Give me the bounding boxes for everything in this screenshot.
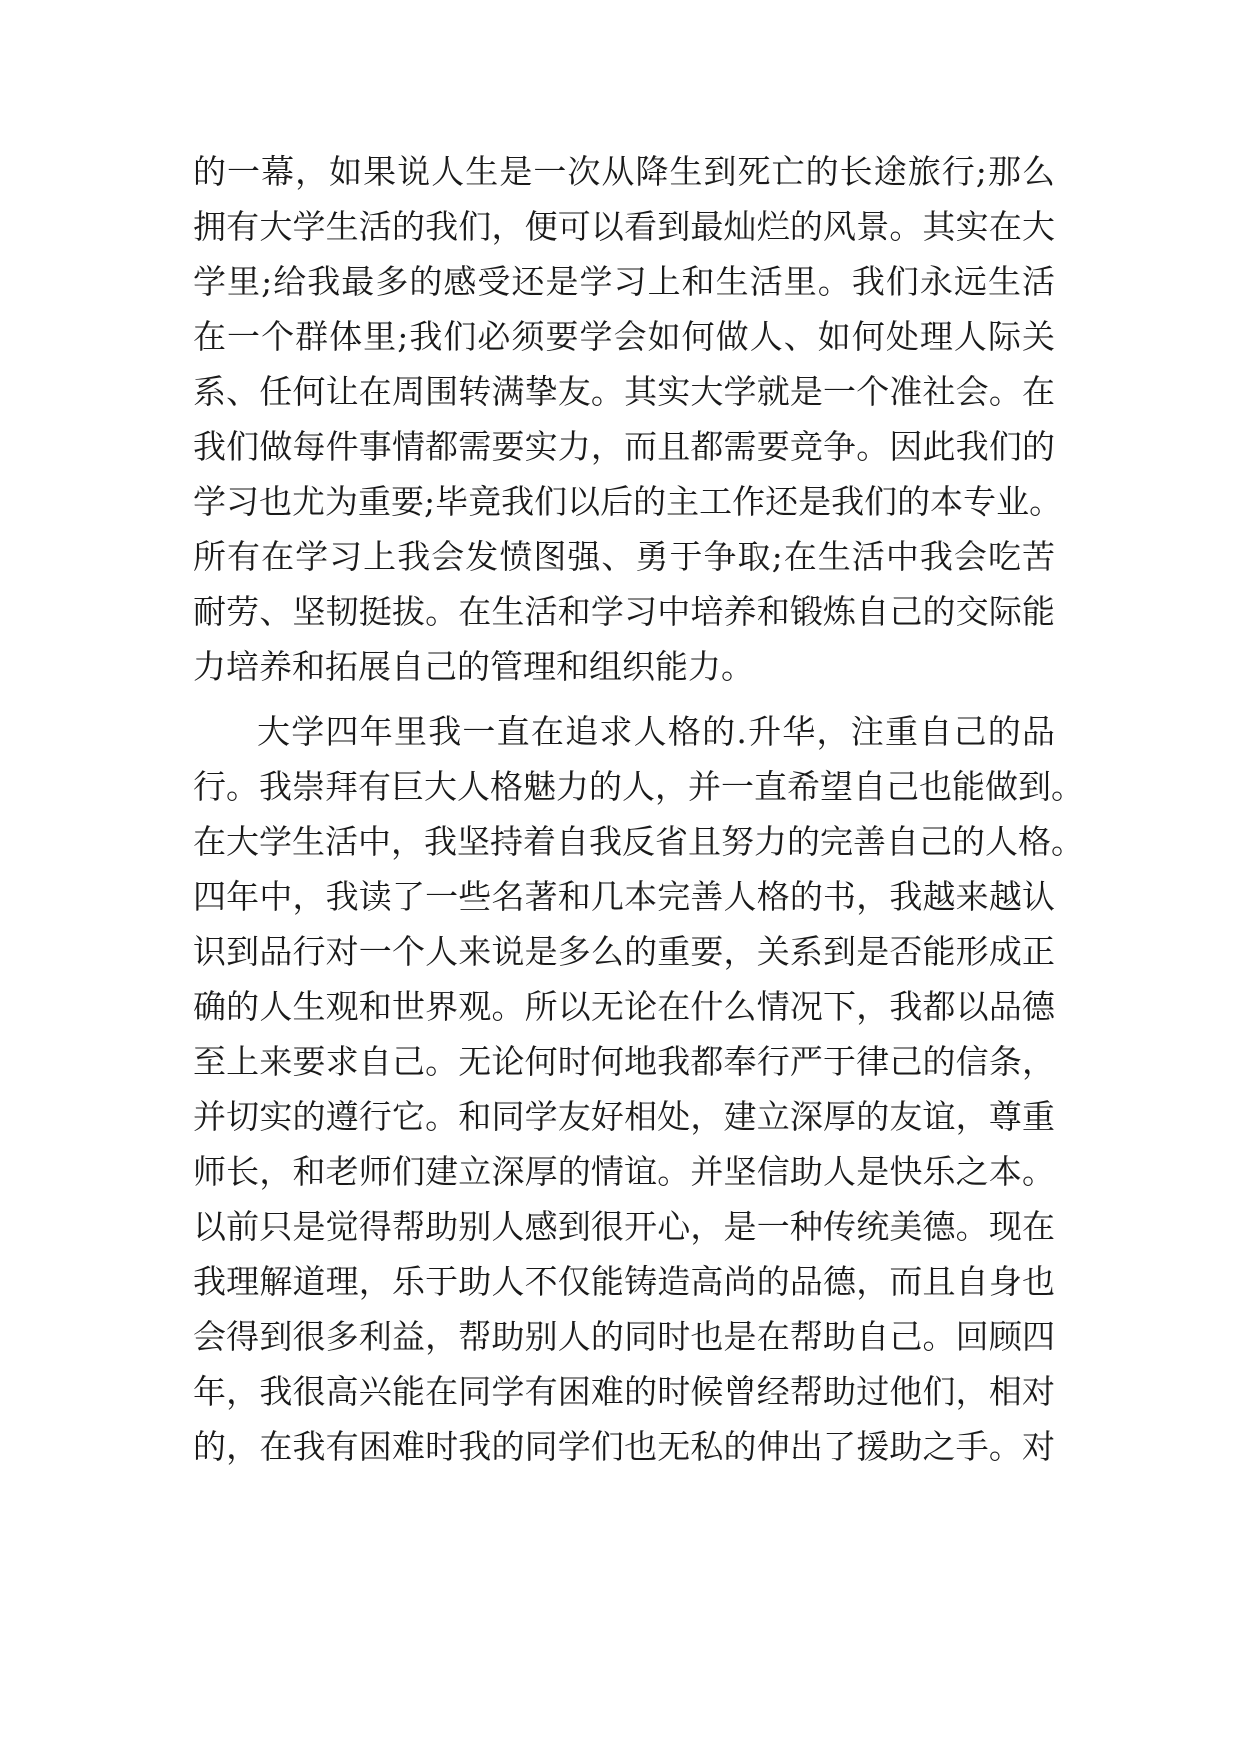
text-line: 系、任何让在周围转满挚友。其实大学就是一个准社会。在	[193, 372, 1055, 411]
text-line: 年，我很高兴能在同学有困难的时候曾经帮助过他们，相对	[193, 1372, 1055, 1411]
text-line: 学里;给我最多的感受还是学习上和生活里。我们永远生活	[193, 262, 1055, 301]
text-line: 的一幕，如果说人生是一次从降生到死亡的长途旅行;那么	[193, 152, 1055, 191]
text-line: 在大学生活中，我坚持着自我反省且努力的完善自己的人格。	[193, 822, 1084, 861]
text-line: 至上来要求自己。无论何时何地我都奉行严于律己的信条，	[193, 1042, 1055, 1081]
text-line: 以前只是觉得帮助别人感到很开心，是一种传统美德。现在	[193, 1207, 1055, 1246]
text-line: 会得到很多利益，帮助别人的同时也是在帮助自己。回顾四	[193, 1317, 1055, 1356]
text-line: 的，在我有困难时我的同学们也无私的伸出了援助之手。对	[193, 1427, 1055, 1466]
text-line: 耐劳、坚韧挺拔。在生活和学习中培养和锻炼自己的交际能	[193, 592, 1055, 631]
text-line: 所有在学习上我会发愤图强、勇于争取;在生活中我会吃苦	[193, 537, 1055, 576]
text-line: 确的人生观和世界观。所以无论在什么情况下，我都以品德	[193, 987, 1055, 1026]
text-line: 拥有大学生活的我们，便可以看到最灿烂的风景。其实在大	[193, 207, 1055, 246]
text-line: 识到品行对一个人来说是多么的重要，关系到是否能形成正	[193, 932, 1055, 971]
text-line: 力培养和拓展自己的管理和组织能力。	[193, 647, 754, 686]
text-line: 我理解道理，乐于助人不仅能铸造高尚的品德，而且自身也	[193, 1262, 1055, 1301]
text-line: 我们做每件事情都需要实力，而且都需要竞争。因此我们的	[193, 427, 1055, 466]
text-line: 师长，和老师们建立深厚的情谊。并坚信助人是快乐之本。	[193, 1152, 1055, 1191]
paragraph-first-line: 大学四年里我一直在追求人格的.升华，注重自己的品	[257, 712, 1055, 751]
text-line: 并切实的遵行它。和同学友好相处，建立深厚的友谊，尊重	[193, 1097, 1055, 1136]
text-line: 在一个群体里;我们必须要学会如何做人、如何处理人际关	[193, 317, 1055, 356]
text-line: 四年中，我读了一些名著和几本完善人格的书，我越来越认	[193, 877, 1055, 916]
text-line: 学习也尤为重要;毕竟我们以后的主工作还是我们的本专业。	[193, 482, 1063, 521]
text-line: 行。我崇拜有巨大人格魅力的人，并一直希望自己也能做到。	[193, 767, 1084, 806]
